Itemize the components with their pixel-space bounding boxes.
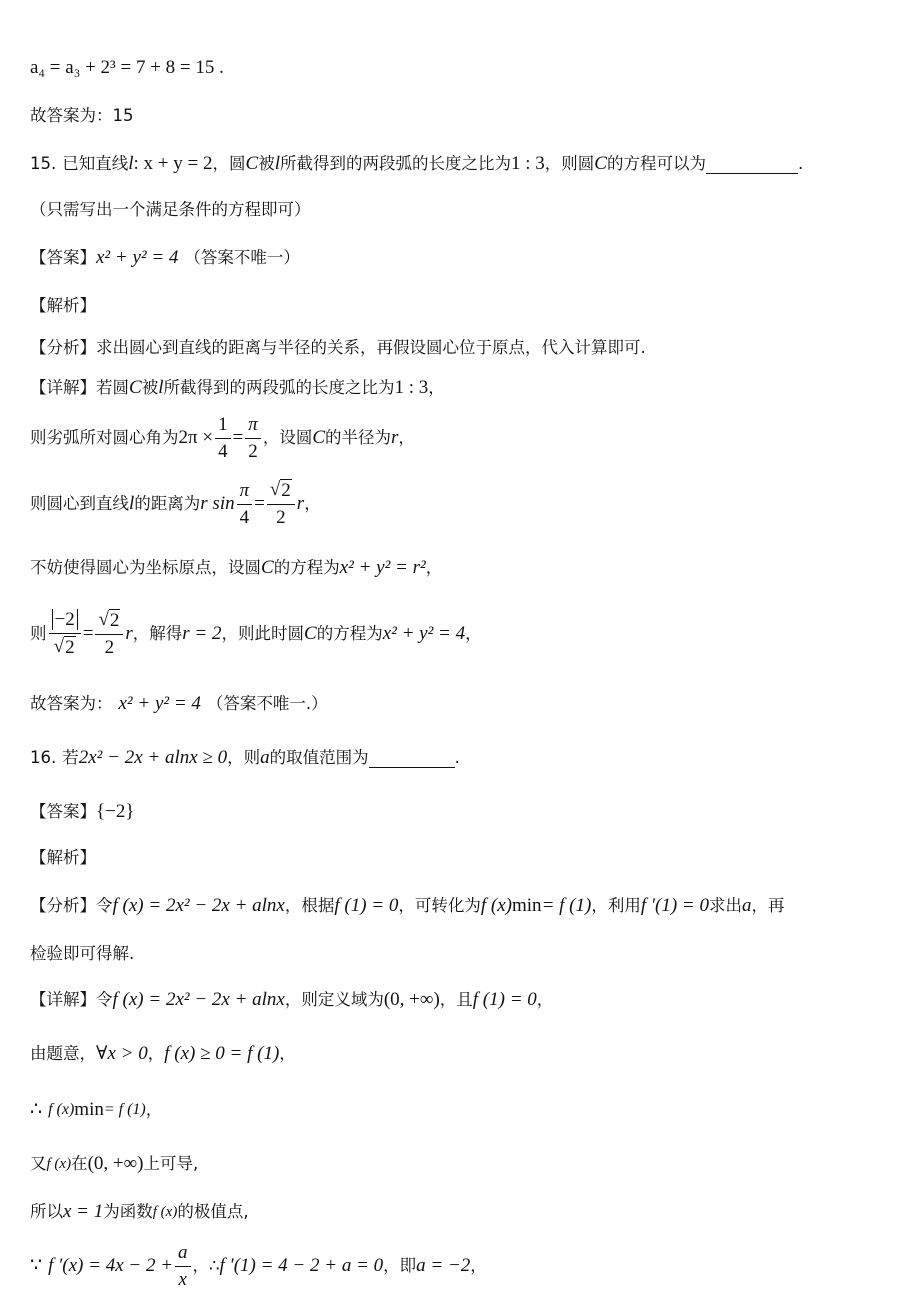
fenxi-16-line1: 【分析】 令 f (x) = 2x² − 2x + alnx ，根据 f (1) = 0 ，可转化为 f (x) min = f (1) ，利用 f ′(1) = 0 求出 a ，再	[30, 895, 785, 916]
fraction-sqrt2-half	[267, 479, 295, 529]
math-rsin: r sin	[200, 493, 235, 514]
punct: ，	[470, 1256, 487, 1275]
sqrt: √ 2	[98, 609, 120, 631]
x-equals-1: x = 1	[63, 1201, 104, 1222]
circle-var: C	[129, 377, 142, 398]
fx: f (x)	[152, 1204, 178, 1220]
detail-tag: 【详解】	[30, 378, 96, 397]
numerator: π	[245, 414, 261, 439]
detail-15-line1	[30, 376, 880, 400]
fraction-pi-half	[245, 414, 261, 463]
radius-var: r	[391, 427, 399, 448]
equation-line	[30, 56, 880, 80]
answer-blank	[706, 155, 798, 174]
punct: ，	[536, 990, 554, 1009]
fenxi-text: ，利用	[591, 896, 641, 915]
derivative-expr: f ′(x) = 4x − 2 +	[48, 1255, 174, 1276]
analysis-16-tag	[30, 846, 880, 870]
function-def: f (x) = 2x² − 2x + alnx	[112, 989, 285, 1010]
fenxi-text: ，根据	[284, 896, 335, 915]
final-note: （答案不唯一.）	[206, 694, 328, 713]
detail-text: 故答案为：	[30, 694, 113, 713]
question-number: 15.	[30, 154, 57, 173]
answer-note: （答案不唯一）	[184, 248, 300, 267]
because-symbol: ∵	[30, 1255, 43, 1276]
equals: =	[232, 427, 244, 448]
fenxi-15	[30, 336, 880, 360]
equals: =	[254, 493, 265, 514]
detail-text: ，则定义域为	[284, 990, 384, 1009]
detail-text: 令	[96, 990, 113, 1009]
punct: ，	[145, 1100, 163, 1119]
detail-text: 又	[30, 1154, 47, 1173]
line-var: l	[274, 153, 280, 174]
question-number: 16.	[30, 748, 57, 767]
detail-text: 在	[71, 1154, 88, 1173]
detail-text: 所截得到的两段弧的长度之比为	[163, 378, 395, 397]
question-15-note	[30, 198, 880, 222]
forall-x: ∀x > 0	[96, 1043, 148, 1064]
detail-text: 的距离为	[134, 494, 201, 513]
a-value: a = −2	[416, 1255, 471, 1276]
answer-15	[30, 246, 880, 270]
radicand: 2	[65, 637, 75, 658]
radius-value: r = 2	[182, 623, 222, 644]
answer-math: x² + y² = 4	[96, 247, 179, 268]
numerator: 1	[215, 414, 231, 439]
detail-16-line5	[30, 1200, 880, 1224]
domain: (0, +∞)	[87, 1153, 144, 1174]
period: .	[797, 154, 804, 173]
inequality: 2x² − 2x + alnx ≥ 0	[78, 747, 228, 768]
fraction-sqrt2-half	[95, 609, 123, 659]
denominator: 4	[218, 440, 228, 462]
numerator: π	[237, 480, 253, 505]
fenxi-16-line2	[30, 942, 880, 966]
numerator	[95, 609, 123, 635]
detail-text: 的半径为	[325, 428, 391, 447]
answer-tag: 【答案】	[30, 802, 96, 821]
sqrt: √ 2	[53, 636, 75, 658]
detail-16-line1	[30, 988, 880, 1012]
fenxi-text: ，再	[751, 896, 785, 915]
param-var: a	[742, 895, 752, 916]
denominator: 2	[104, 637, 115, 658]
circle-var: C	[261, 557, 274, 578]
numerator: a	[175, 1242, 191, 1267]
denominator	[51, 634, 79, 659]
circle-equation: x² + y² = 4	[382, 623, 466, 644]
detail-text: 的极值点,	[177, 1202, 249, 1221]
punct: ，	[425, 558, 443, 577]
fenxi-text: 求出圆心到直线的距离与半径的关系，再假设圆心位于原点，代入计算即可.	[96, 338, 646, 357]
detail-text: 上可导,	[143, 1154, 199, 1173]
fx-inequality: f (x) ≥ 0 = f (1)	[164, 1043, 280, 1064]
fx: f (x)	[46, 1156, 72, 1172]
detail-15-line4	[30, 556, 880, 580]
math-2pi: 2π ×	[178, 427, 214, 448]
question-16-stem	[30, 746, 880, 770]
detail-15-line3	[30, 478, 880, 530]
answer-tag: 【答案】	[30, 248, 96, 267]
line-equation: : x + y = 2	[133, 153, 213, 174]
function-def: f (x) = 2x² − 2x + alnx	[112, 895, 285, 916]
detail-text: 的方程为	[273, 558, 340, 577]
analysis-tag: 【解析】	[30, 296, 96, 315]
analysis-15-tag	[30, 294, 880, 318]
detail-text: 则	[30, 624, 47, 643]
math-a4-equation: a₄ = a₃ + 2³ = 7 + 8 = 15 .	[30, 57, 224, 78]
detail-text: 若圆	[96, 378, 129, 397]
ratio: 1 : 3	[510, 153, 545, 174]
stem-text: 的方程可以为	[606, 154, 706, 173]
f-min: f (x)	[480, 895, 512, 916]
punct: ，	[147, 1044, 165, 1063]
line-var: l	[158, 377, 164, 398]
f-min: f (x)	[48, 1101, 75, 1118]
detail-text: ，则此时圆	[221, 624, 304, 643]
note-text: （只需写出一个满足条件的方程即可）	[30, 200, 311, 219]
radicand: 2	[109, 610, 120, 631]
radicand: 2	[281, 480, 291, 501]
fenxi-tag: 【分析】	[30, 896, 96, 915]
line-var: l	[129, 493, 135, 514]
absolute-value: −2	[52, 609, 78, 630]
denominator: 4	[239, 506, 250, 528]
stem-text: 被	[258, 154, 275, 173]
derivative-zero: f ′(1) = 0	[640, 895, 709, 916]
answer-blank	[369, 749, 455, 768]
punct: ，	[465, 624, 482, 643]
stem-text: 若	[62, 748, 79, 767]
stem-text: ，则圆	[544, 154, 595, 173]
fenxi-tag: 【分析】	[30, 338, 96, 357]
question-15-stem	[30, 152, 880, 176]
detail-16-line6	[30, 1238, 880, 1294]
therefore-symbol: ∴	[30, 1099, 43, 1120]
fraction-pi-quarter	[237, 480, 253, 529]
denominator: x	[178, 1268, 187, 1290]
detail-text: 为函数	[103, 1202, 153, 1221]
stem-text: 已知直线	[62, 154, 129, 173]
f1-zero: f (1) = 0	[472, 989, 537, 1010]
fraction-a-over-x	[175, 1242, 191, 1291]
fenxi-text: 令	[96, 896, 113, 915]
detail-text: ，即	[383, 1256, 417, 1275]
ratio: 1 : 3	[394, 377, 429, 398]
detail-text: 由题意，	[30, 1044, 96, 1063]
numerator	[49, 609, 81, 634]
numerator	[267, 479, 295, 505]
final-answer-15	[30, 692, 880, 716]
detail-text: ，∴	[192, 1256, 220, 1275]
circle-var: C	[304, 623, 317, 644]
f-min-eq: = f (1)	[103, 1101, 146, 1118]
detail-text: ，解得	[132, 624, 183, 643]
detail-text: 则劣弧所对圆心角为	[30, 428, 179, 447]
line-var: l	[128, 153, 134, 174]
final-math: x² + y² = 4	[118, 693, 201, 714]
detail-16-line2	[30, 1042, 880, 1066]
detail-text: 则圆心到直线	[30, 494, 129, 513]
radius-var: r	[125, 623, 133, 644]
stem-text: ，则	[227, 748, 261, 767]
circle-equation: x² + y² = r²	[339, 557, 426, 578]
equals: =	[82, 623, 94, 644]
fenxi-text: ，可转化为	[398, 896, 481, 915]
detail-16-line4	[30, 1152, 880, 1176]
detail-text: 不妨使得圆心为坐标原点，设圆	[30, 558, 261, 577]
fraction-abs-over-sqrt	[49, 609, 81, 659]
period: .	[454, 748, 460, 767]
answer-line-14	[30, 104, 880, 128]
f1-zero: f (1) = 0	[334, 895, 399, 916]
denominator: 2	[248, 440, 258, 462]
fenxi-text: 检验即可得解.	[30, 944, 135, 963]
analysis-tag: 【解析】	[30, 848, 96, 867]
f-min-eq: = f (1)	[541, 895, 592, 916]
detail-15-line5	[30, 606, 880, 662]
answer-math: {−2}	[96, 801, 135, 822]
circle-var: C	[594, 153, 607, 174]
domain: (0, +∞)	[383, 989, 440, 1010]
detail-text: ，且	[439, 990, 473, 1009]
detail-16-line3: ∴ f (x) min = f (1) ，	[30, 1099, 163, 1120]
punct: ，	[428, 378, 445, 397]
final-answer-14: 故答案为：15	[30, 106, 134, 125]
detail-text: ，设圆	[262, 428, 313, 447]
fenxi-text: 求出	[709, 896, 742, 915]
stem-text: 所截得到的两段弧的长度之比为	[279, 154, 511, 173]
radius-var: r	[296, 493, 305, 514]
detail-text: 被	[141, 378, 159, 397]
punct: ，	[398, 428, 415, 447]
detail-tag: 【详解】	[30, 990, 96, 1009]
param-var: a	[260, 747, 270, 768]
derivative-at-1: f ′(1) = 4 − 2 + a = 0	[219, 1255, 384, 1276]
answer-16	[30, 800, 880, 824]
punct: ，	[279, 1044, 296, 1063]
stem-text: ，圆	[212, 154, 246, 173]
detail-text: 所以	[30, 1202, 63, 1221]
circle-var: C	[245, 153, 259, 174]
denominator: 2	[276, 507, 286, 528]
punct: ，	[304, 494, 321, 513]
fraction-one-quarter	[215, 414, 231, 463]
circle-var: C	[312, 427, 325, 448]
detail-15-line2	[30, 414, 880, 462]
detail-text: 的方程为	[316, 624, 383, 643]
stem-text: 的取值范围为	[269, 748, 369, 767]
sqrt: √ 2	[269, 479, 291, 501]
